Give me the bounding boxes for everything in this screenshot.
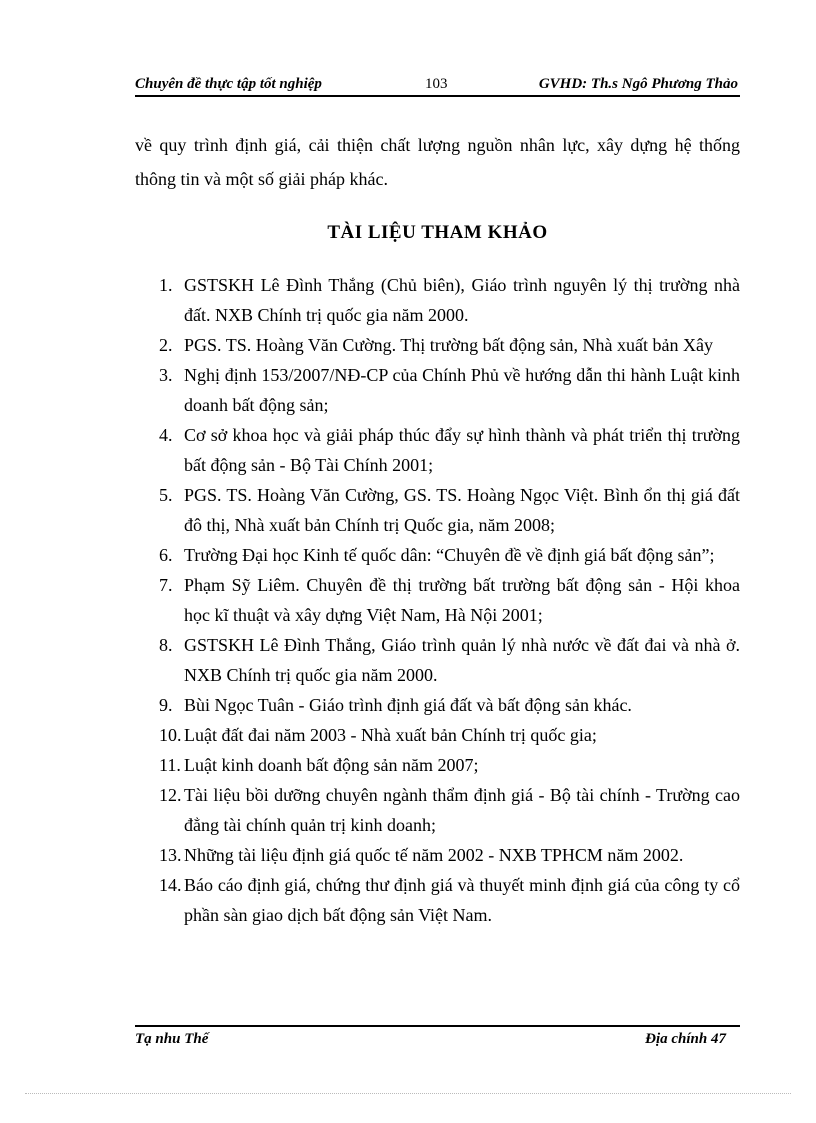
reference-item	[135, 360, 740, 420]
page-header	[135, 73, 740, 97]
reference-item	[135, 780, 740, 840]
reference-number: 4.	[159, 425, 173, 445]
reference-text: Nghị định 153/2007/NĐ-CP của Chính Phủ về hướng dẫn thi hành Luật kinh doanh bất động sản;	[184, 365, 740, 415]
reference-text: GSTSKH Lê Đình Thắng (Chủ biên), Giáo trình nguyên lý thị trường nhà đất. NXB Chính trị quốc gia năm 2000.	[184, 275, 740, 325]
reference-number: 1.	[159, 275, 173, 295]
reference-number: 5.	[159, 485, 173, 505]
reference-text: Tài liệu bồi dưỡng chuyên ngành thẩm định giá - Bộ tài chính - Trường cao đẳng tài chính quản trị kinh doanh;	[184, 785, 740, 835]
reference-text: Luật đất đai năm 2003 - Nhà xuất bản Chính trị quốc gia;	[184, 725, 597, 745]
page-bottom-divider	[25, 1093, 791, 1094]
reference-text: PGS. TS. Hoàng Văn Cường, GS. TS. Hoàng Ngọc Việt. Bình ổn thị giá đất đô thị, Nhà xuất bản Chính trị Quốc gia, năm 2008;	[184, 485, 740, 535]
reference-number: 9.	[159, 695, 173, 715]
reference-text: Báo cáo định giá, chứng thư định giá và thuyết minh định giá của công ty cổ phần sàn giao dịch bất động sản Việt Nam.	[184, 875, 740, 925]
reference-item	[135, 690, 740, 720]
reference-number: 6.	[159, 545, 173, 565]
reference-item	[135, 630, 740, 690]
reference-number: 8.	[159, 635, 173, 655]
reference-text: Phạm Sỹ Liêm. Chuyên đề thị trường bất trường bất động sản - Hội khoa học kĩ thuật và xây dựng Việt Nam, Hà Nội 2001;	[184, 575, 740, 625]
reference-item	[135, 480, 740, 540]
reference-text: PGS. TS. Hoàng Văn Cường. Thị trường bất động sản, Nhà xuất bản Xây	[184, 335, 714, 355]
reference-text: Trường Đại học Kinh tế quốc dân: “Chuyên đề về định giá bất động sản”;	[184, 545, 715, 565]
reference-number: 10.	[159, 725, 182, 745]
reference-text: GSTSKH Lê Đình Thắng, Giáo trình quản lý nhà nước về đất đai và nhà ở. NXB Chính trị quốc gia năm 2000.	[184, 635, 740, 685]
reference-item	[135, 570, 740, 630]
reference-item	[135, 420, 740, 480]
reference-text: Cơ sở khoa học và giải pháp thúc đẩy sự hình thành và phát triển thị trường bất động sản - Bộ Tài Chính 2001;	[184, 425, 740, 475]
header-page-number: 103	[425, 76, 448, 92]
reference-number: 13.	[159, 845, 182, 865]
section-title: TÀI LIỆU THAM KHẢO	[327, 222, 548, 243]
reference-number: 11.	[159, 755, 181, 775]
reference-number: 2.	[159, 335, 173, 355]
reference-number: 7.	[159, 575, 173, 595]
reference-number: 12.	[159, 785, 182, 805]
reference-number: 14.	[159, 875, 182, 895]
reference-item	[135, 270, 740, 330]
reference-text: Bùi Ngọc Tuân - Giáo trình định giá đất và bất động sản khác.	[184, 695, 632, 715]
reference-item	[135, 720, 740, 750]
reference-item	[135, 540, 740, 570]
reference-text: Luật kinh doanh bất động sản năm 2007;	[184, 755, 479, 775]
footer-class: Địa chính 47	[645, 1031, 726, 1047]
reference-text: Những tài liệu định giá quốc tế năm 2002 - NXB TPHCM năm 2002.	[184, 845, 684, 865]
reference-item	[135, 840, 740, 870]
reference-number: 3.	[159, 365, 173, 385]
page-footer	[135, 1025, 740, 1051]
footer-author: Tạ nhu Thế	[135, 1031, 209, 1047]
intro-paragraph: về quy trình định giá, cải thiện chất lượng nguồn nhân lực, xây dựng hệ thống thông tin và một số giải pháp khác.	[135, 135, 740, 189]
reference-item	[135, 750, 740, 780]
header-document-title: Chuyên đề thực tập tốt nghiệp	[135, 76, 322, 92]
reference-item	[135, 330, 740, 360]
reference-item	[135, 870, 740, 930]
header-supervisor: GVHD: Th.s Ngô Phương Thảo	[538, 76, 738, 92]
reference-list	[135, 270, 740, 930]
